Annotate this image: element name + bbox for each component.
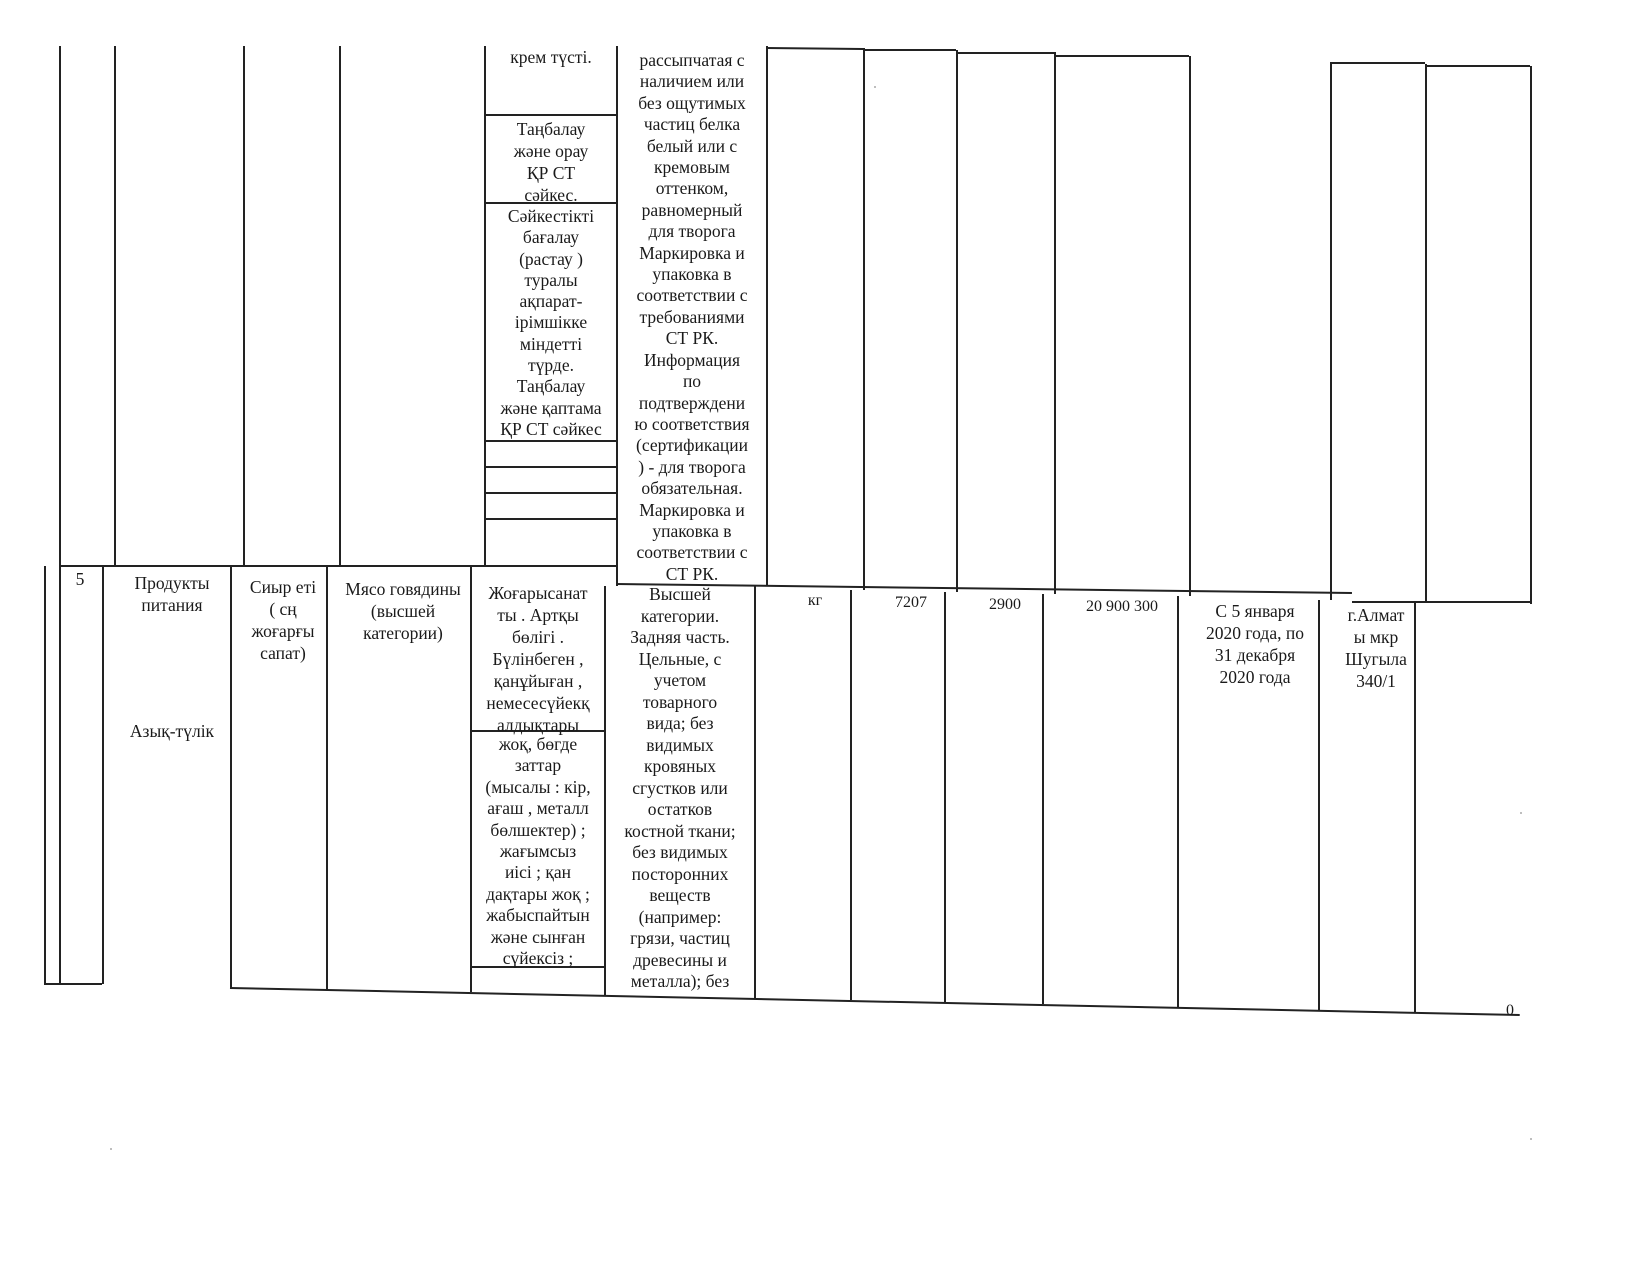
table-line bbox=[1177, 596, 1179, 1008]
scan-speck bbox=[110, 1148, 112, 1150]
table-line bbox=[102, 566, 104, 984]
table-line bbox=[956, 50, 958, 592]
delivery-address: г.Алмат ы мкр Шугыла 340/1 bbox=[1345, 605, 1407, 691]
category-ru: Продукты питания bbox=[134, 573, 210, 615]
category-kz: Азық-түлік bbox=[129, 721, 215, 741]
table-line bbox=[59, 46, 61, 984]
product-name-ru: Мясо говядины (высшей категории) bbox=[345, 579, 461, 643]
table-line bbox=[1425, 64, 1427, 602]
product-name-kz: Сиыр еті ( сң жоғарғы сапат) bbox=[249, 577, 317, 663]
row-divider bbox=[59, 565, 616, 567]
table-bottom-border bbox=[230, 987, 1520, 1016]
scan-speck bbox=[1520, 812, 1522, 814]
unit: кг bbox=[807, 592, 823, 609]
last-cell-value: 0 bbox=[1506, 1002, 1514, 1019]
total-amount: 20 900 300 bbox=[1086, 598, 1158, 615]
spec-ru: Высшей категории. Задняя часть. Цельные, с учетом товарного вида; без видимых кровяных сгустков или остатков костной ткани; без видимых посторонних веществ (например: грязи, частиц древесины и металла); без bbox=[624, 584, 736, 991]
table-line bbox=[766, 47, 863, 50]
table-line bbox=[114, 46, 116, 566]
table-line bbox=[44, 566, 46, 984]
table-line bbox=[339, 46, 341, 566]
table-line bbox=[326, 566, 328, 990]
table-line bbox=[754, 586, 756, 998]
table-line bbox=[1330, 62, 1425, 64]
table-line bbox=[956, 52, 1054, 54]
upper-kz-color: крем түсті. bbox=[510, 47, 592, 67]
table-bottom-border bbox=[44, 983, 102, 985]
quantity: 7207 bbox=[895, 594, 927, 611]
table-line bbox=[484, 114, 616, 116]
scan-speck bbox=[1530, 1138, 1532, 1140]
table-line bbox=[1530, 66, 1532, 604]
table-line bbox=[484, 466, 616, 468]
row-divider bbox=[1352, 601, 1530, 603]
table-line bbox=[484, 518, 616, 520]
table-line bbox=[243, 46, 245, 566]
spec-kz-part2: жоқ, бөгде заттар (мысалы : кір, ағаш , металл бөлшектер) ; жағымсыз иісі ; қан дақтары жоқ ; жабыспайтын және сынған сүйексіз ; bbox=[485, 734, 591, 969]
upper-kz-conformity: Сәйкестікті бағалау (растау ) туралы ақпарат- ірімшікке міндетті түрде. Таңбалау және қаптама ҚР СТ сәйкес bbox=[500, 206, 602, 439]
table-line bbox=[766, 46, 768, 586]
upper-ru-description: рассыпчатая с наличием или без ощутимых частиц белка белый или с кремовым оттенком, равномерный для творога Маркировка и упаковка в соответствии с требованиями СТ РК. Информация по подтверждени ю соответствия (сертификации ) - для творога обязательная. Маркировка и упаковка в соответствии с СТ РК. bbox=[634, 50, 750, 584]
table-line bbox=[863, 48, 865, 590]
table-line bbox=[1054, 55, 1189, 57]
table-line bbox=[230, 566, 232, 988]
table-line bbox=[1330, 62, 1332, 600]
table-line bbox=[1054, 52, 1056, 594]
table-line bbox=[1042, 594, 1044, 1004]
scan-speck bbox=[874, 86, 876, 88]
table-line bbox=[944, 592, 946, 1002]
table-line bbox=[850, 590, 852, 1000]
delivery-period: С 5 января 2020 года, по 31 декабря 2020 года bbox=[1206, 601, 1304, 687]
table-line bbox=[863, 49, 956, 51]
row-number: 5 bbox=[75, 569, 85, 589]
spec-kz-part1: Жоғарысанат ты . Артқы бөлігі . Бүлінбеген , қанұйыған , немесесүйекқ алдықтары bbox=[486, 583, 590, 735]
table-line bbox=[484, 492, 616, 494]
table-line bbox=[1189, 56, 1191, 596]
price: 2900 bbox=[989, 596, 1021, 613]
upper-kz-marking: Таңбалау және орау ҚР СТ сәйкес. bbox=[513, 119, 589, 205]
table-line bbox=[1425, 65, 1530, 67]
